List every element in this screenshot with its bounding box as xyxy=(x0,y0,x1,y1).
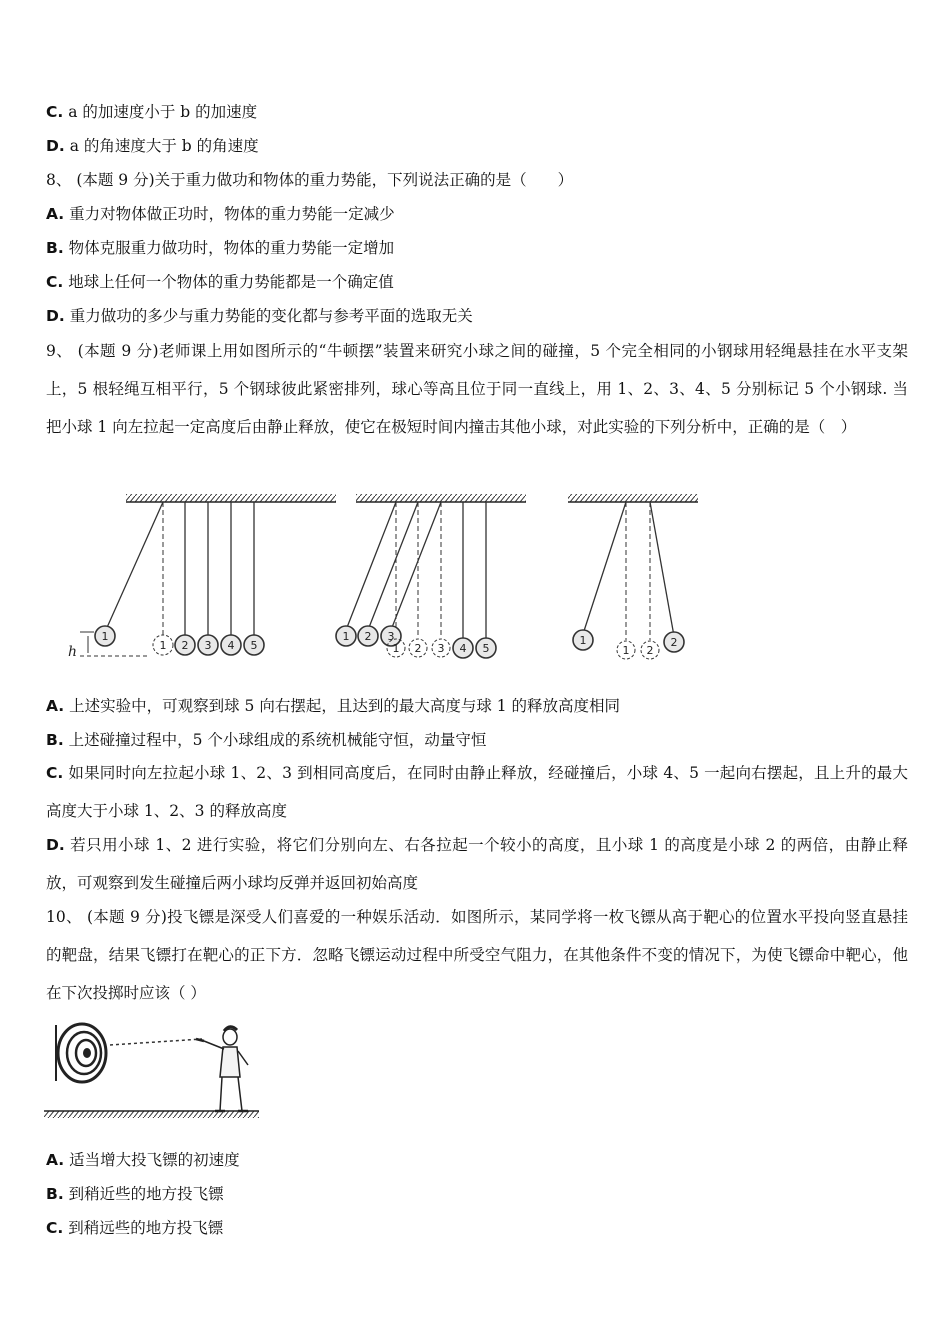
option-text: a 的角速度大于 b 的角速度 xyxy=(69,137,259,155)
q10-stem-text: (本题 9 分)投飞镖是深受人们喜爱的一种娱乐活动．如图所示，某同学将一枚飞镖从高于靶心的位置水平投向竖直悬挂的靶盘，结果飞镖打在靶心的正下方．忽略飞镖运动过程中所受空气阻力，在其他条件不变的情况下，为使飞镖命中靶心，他在下次投掷时应该（ ） xyxy=(46,908,908,1002)
q9-stem-text: (本题 9 分)老师课上用如图所示的“牛顿摆”装置来研究小球之间的碰撞，5 个完全相同的小钢球用轻绳悬挂在水平支架上，5 根轻绳互相平行，5 个钢球彼此紧密排列，球心等高且位于同一直线上，用 1、2、3、4、5 分别标记 5 个小钢球. 当把小球 1 向左拉起一定高度后由静止释放，使它在极短时间内撞击其他小球，对此实验的下列分析中，正确的是（ ） xyxy=(46,342,908,436)
option-label: A. xyxy=(46,1151,65,1169)
ball-number: 1 xyxy=(159,639,167,652)
option-label: B. xyxy=(46,1185,64,1203)
q8-option-a xyxy=(46,204,908,224)
option-label: A. xyxy=(46,697,65,715)
q10-option-a xyxy=(46,1150,908,1170)
option-label: B. xyxy=(46,731,64,749)
dart-path xyxy=(110,1039,202,1045)
q9-stem xyxy=(46,332,908,446)
option-label: C. xyxy=(46,273,64,291)
ball-number: 4 xyxy=(459,642,467,655)
ball-number: 2 xyxy=(364,630,372,643)
option-label: C. xyxy=(46,764,64,782)
q9-option-c xyxy=(46,754,908,830)
option-label: B. xyxy=(46,239,64,257)
option-label: D. xyxy=(46,307,65,325)
ball-number: 1 xyxy=(392,642,400,655)
ball-number: 1 xyxy=(622,644,630,657)
option-prev-c xyxy=(46,102,908,122)
q10-stem xyxy=(46,898,908,1012)
option-text: 到稍远些的地方投飞镖 xyxy=(68,1219,224,1237)
height-label: h xyxy=(68,644,78,660)
q9-number: 9、 xyxy=(46,342,73,360)
option-label: D. xyxy=(46,836,65,854)
option-text: 上述碰撞过程中，5 个小球组成的系统机械能守恒，动量守恒 xyxy=(68,731,487,749)
option-text: 上述实验中，可观察到球 5 向右摆起，且达到的最大高度与球 1 的释放高度相同 xyxy=(69,697,621,715)
option-text: 重力做功的多少与重力势能的变化都与参考平面的选取无关 xyxy=(69,307,473,325)
q8-option-c xyxy=(46,272,908,292)
ball-number: 5 xyxy=(482,642,490,655)
option-text: 如果同时向左拉起小球 1、2、3 到相同高度后，在同时由静止释放，经碰撞后，小球 4、5 一起向右摆起，且上升的最大高度大于小球 1、2、3 的释放高度 xyxy=(46,764,908,820)
thrower-icon xyxy=(196,1027,248,1111)
cradle-diagram-2 xyxy=(336,494,526,658)
option-text: 物体克服重力做功时，物体的重力势能一定增加 xyxy=(68,239,395,257)
ball-number: 3 xyxy=(204,639,212,652)
ball-number: 1 xyxy=(101,630,109,643)
q9-option-a xyxy=(46,696,908,716)
ball-number: 2 xyxy=(646,644,654,657)
q8-option-d xyxy=(46,306,908,326)
ball-number: 3 xyxy=(387,630,395,643)
q8-option-b xyxy=(46,238,908,258)
q9-option-d xyxy=(46,826,908,902)
q8-stem-text: (本题 9 分)关于重力做功和物体的重力势能，下列说法正确的是（ ） xyxy=(76,171,574,189)
option-label: C. xyxy=(46,103,64,121)
q10-option-b xyxy=(46,1184,908,1204)
ball-number: 2 xyxy=(414,642,422,655)
option-label: D. xyxy=(46,137,65,155)
ball-number: 3 xyxy=(437,642,445,655)
option-label: A. xyxy=(46,205,65,223)
option-prev-d xyxy=(46,136,908,156)
ball-number: 2 xyxy=(181,639,189,652)
option-text: 地球上任何一个物体的重力势能都是一个确定值 xyxy=(68,273,394,291)
q9-option-b xyxy=(46,730,908,750)
option-label: C. xyxy=(46,1219,64,1237)
ball-number: 2 xyxy=(670,636,678,649)
q8-number: 8、 xyxy=(46,171,72,189)
option-text: 到稍近些的地方投飞镖 xyxy=(68,1185,224,1203)
cradle-diagram-1 xyxy=(68,494,336,660)
ball-number: 1 xyxy=(579,634,587,647)
dart-figure xyxy=(44,1015,259,1120)
option-text: a 的加速度小于 b 的加速度 xyxy=(68,103,258,121)
ball-number: 4 xyxy=(227,639,235,652)
ball-number: 1 xyxy=(342,630,350,643)
dartboard-icon xyxy=(56,1024,106,1082)
ball-number: 5 xyxy=(250,639,258,652)
newtons-cradle-figure xyxy=(60,490,720,680)
cradle-diagram-3 xyxy=(568,494,698,659)
option-text: 适当增大投飞镖的初速度 xyxy=(69,1151,240,1169)
option-text: 重力对物体做正功时，物体的重力势能一定减少 xyxy=(69,205,395,223)
option-text: 若只用小球 1、2 进行实验，将它们分别向左、右各拉起一个较小的高度，且小球 1 的高度是小球 2 的两倍，由静止释放，可观察到发生碰撞后两小球均反弹并返回初始高度 xyxy=(46,836,908,892)
q10-number: 10、 xyxy=(46,908,82,926)
q8-stem xyxy=(46,170,908,190)
q10-option-c xyxy=(46,1218,908,1238)
